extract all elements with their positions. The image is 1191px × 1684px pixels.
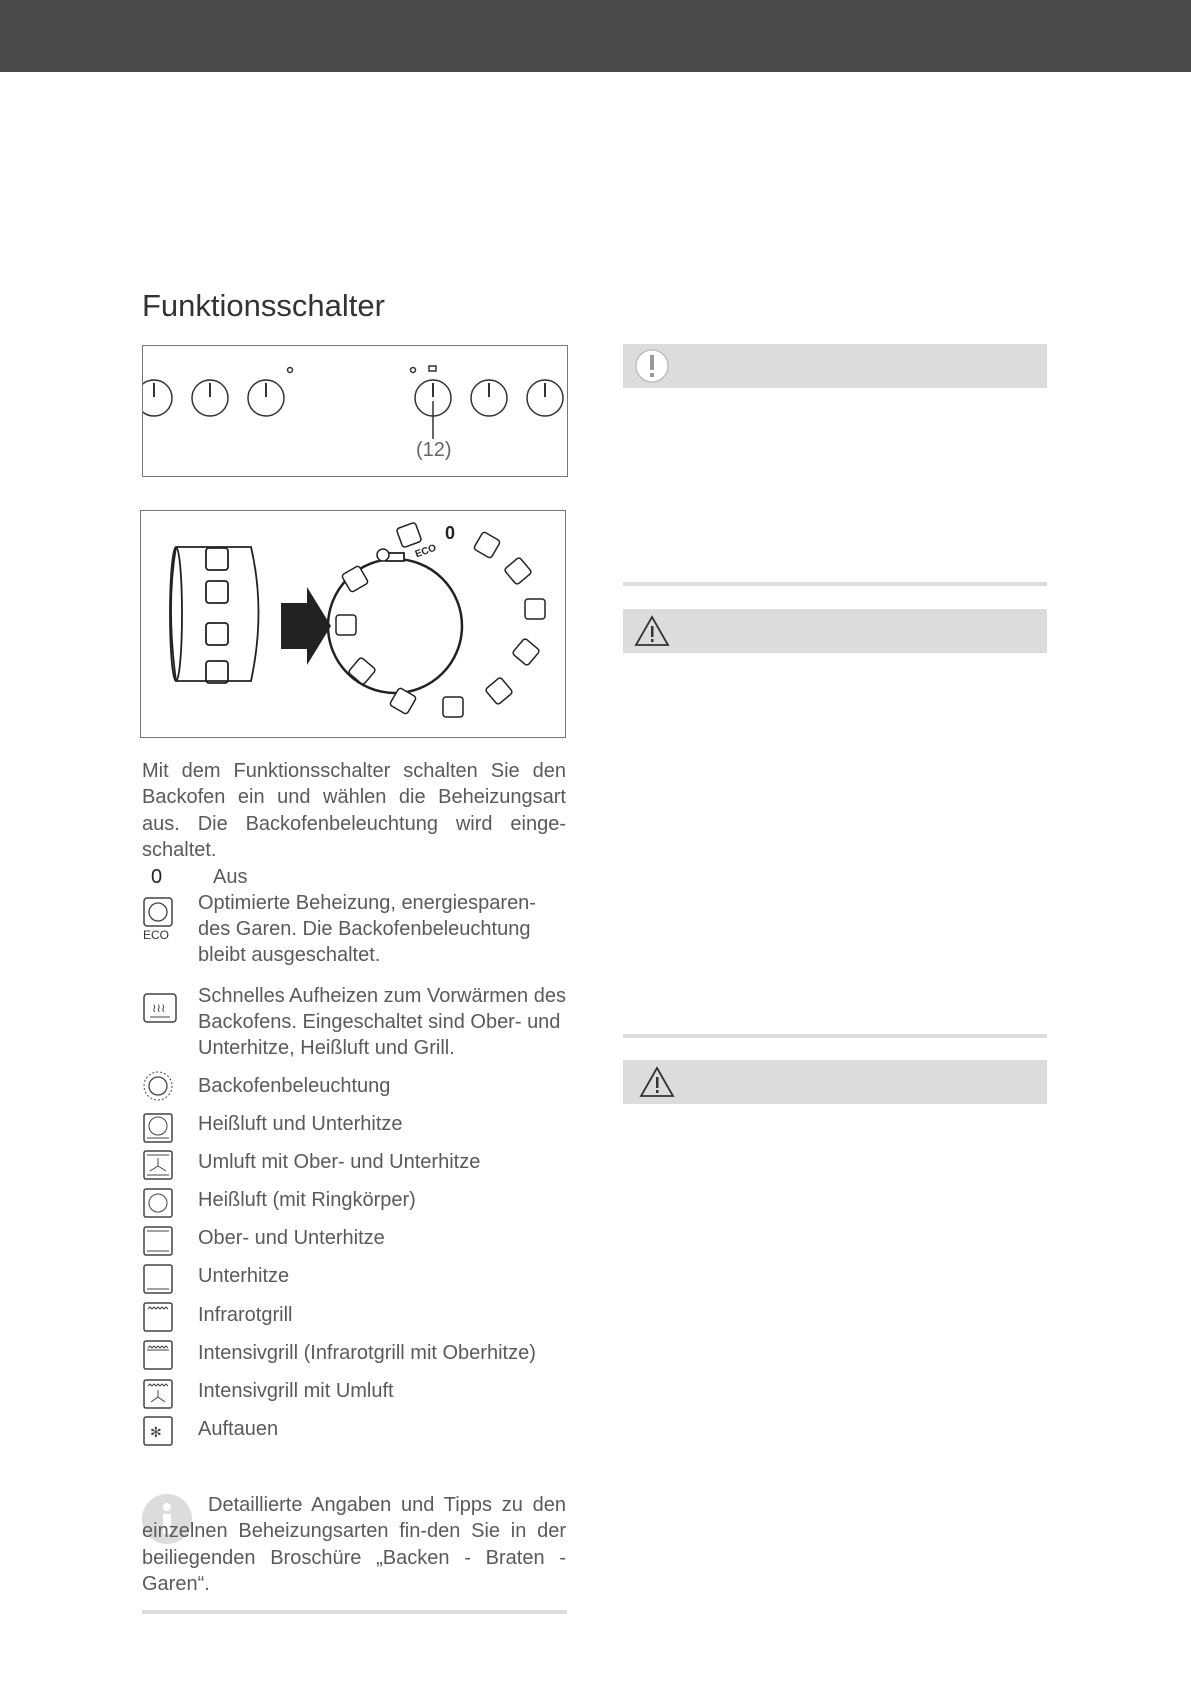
knobs-drawing xyxy=(143,346,566,475)
bottom-heat-icon xyxy=(142,1263,174,1295)
warning-icon xyxy=(639,1063,679,1103)
intensive-grill-fan-icon xyxy=(142,1378,174,1410)
function-dial-drawing xyxy=(141,511,564,736)
eco-fan-icon xyxy=(142,896,174,928)
function-bottom-heat: Unterhitze xyxy=(198,1265,290,1287)
info-text: Detaillierte Angaben und Tipps zu den einzelnen Beheizungsarten fin-den Sie in der beiliegenden Broschüre „Backen - Braten - Garen“. xyxy=(142,1494,566,1595)
infrared-grill-icon xyxy=(142,1301,174,1333)
lamp-icon xyxy=(142,1070,174,1102)
exclamation-icon xyxy=(634,346,674,390)
warning-header-panel xyxy=(623,1060,1047,1104)
intro-text: Mit dem Funktionsschalter schalten Sie den Backofen ein und wählen die Beheizungsart aus. Die Backofenbeleuchtung wird einge-schaltet. xyxy=(142,760,566,861)
warning-header-panel xyxy=(623,609,1047,653)
warning-icon xyxy=(634,612,674,652)
divider xyxy=(623,1034,1047,1038)
top-bottom-heat-icon xyxy=(142,1225,174,1257)
function-intensive-grill-fan: Intensivgrill mit Umluft xyxy=(198,1380,394,1402)
intensive-grill-icon xyxy=(142,1339,174,1371)
function-switch-figure xyxy=(140,510,566,738)
note-header-panel xyxy=(623,344,1047,388)
header-bar xyxy=(0,0,1191,72)
control-panel-figure xyxy=(142,345,568,477)
function-infrared-grill: Infrarotgrill xyxy=(198,1304,293,1326)
symbol-zero: 0 xyxy=(151,866,163,888)
function-intensive-grill: Intensivgrill (Infrarotgrill mit Oberhitze) xyxy=(198,1342,536,1364)
dial-zero-label: 0 xyxy=(445,523,456,543)
fan-bottom-heat-icon xyxy=(142,1112,174,1144)
function-off: Aus xyxy=(213,866,248,888)
dial-eco-label: ECO xyxy=(413,542,438,561)
svg-text:✻: ✻ xyxy=(150,1424,162,1440)
fan-top-bottom-icon xyxy=(142,1149,174,1181)
function-lamp: Backofenbeleuchtung xyxy=(198,1075,391,1097)
page-title: Funktionsschalter xyxy=(142,288,385,323)
divider xyxy=(142,1610,567,1614)
svg-text:≀≀≀: ≀≀≀ xyxy=(152,1001,166,1015)
callout-label: (12) xyxy=(416,439,452,461)
fan-ring-icon xyxy=(142,1187,174,1219)
rapid-heat-icon xyxy=(142,992,178,1024)
function-top-bottom-heat: Ober- und Unterhitze xyxy=(198,1227,385,1249)
function-fan-ring: Heißluft (mit Ringkörper) xyxy=(198,1189,416,1211)
function-eco: Optimierte Beheizung, energiesparen-des Garen. Die Backofenbeleuchtung bleibt ausgeschaltet. xyxy=(198,892,536,966)
function-defrost: Auftauen xyxy=(198,1418,279,1440)
divider xyxy=(623,582,1047,586)
function-rapid-heat: Schnelles Aufheizen zum Vorwärmen des Backofens. Eingeschaltet sind Ober- und Unterhitze, Heißluft und Grill. xyxy=(198,985,566,1059)
function-fan-top-bottom: Umluft mit Ober- und Unterhitze xyxy=(198,1151,481,1173)
defrost-icon xyxy=(142,1415,174,1447)
function-fan-bottom-heat: Heißluft und Unterhitze xyxy=(198,1113,403,1135)
eco-label: ECO xyxy=(143,928,170,942)
